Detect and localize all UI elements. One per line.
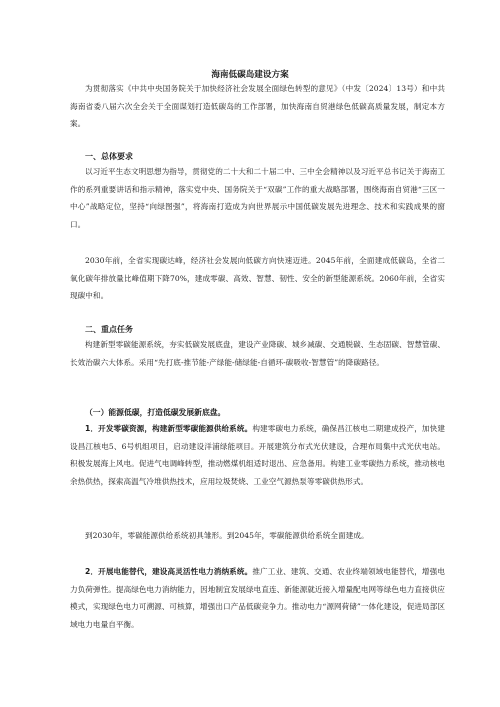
tasks-overview-paragraph: 构建新型零碳能源系统，夯实低碳发展底盘，建设产业降碳、城乡减碳、交通脱碳、生态固碳、智慧管碳、长效治碳六大体系。采用“先打底-推节能-产绿能-储绿能-自循环-碳吸收-智慧管”的降碳路径。 xyxy=(70,340,445,367)
item-1-paragraph xyxy=(70,420,445,490)
item-2-body: 推广工业、建筑、交通、农业终端领域电能替代，增强电力负荷弹性。提高绿色电力消纳能力，因地制宜发展绿电直连、新能源就近接入增量配电网等绿色电力直接供应模式，实现绿色电力可溯源、可核算，增强出口产品低碳竞争力。推动电力“源网荷储”一体化建设，促进局部区域电力电量自平衡。 xyxy=(70,567,445,629)
item-2-paragraph xyxy=(70,563,445,633)
item-1-targets: 到2030年，零碳能源供给系统初具雏形。到2045年，零碳能源供给系统全面建成。 xyxy=(85,531,369,540)
item-2-lead: 2．开展电能替代，建设高灵活性电力消纳系统。 xyxy=(85,567,253,576)
intro-paragraph: 为贯彻落实《中共中央国务院关于加快经济社会发展全面绿色转型的意见》（中发〔2024〕13号）和中共海南省委八届六次全会关于全面谋划打造低碳岛的工作部署，加快海南自贸港绿色低碳高质量发展，制定本方案。 xyxy=(70,84,445,129)
general-requirements-paragraph: 以习近平生态文明思想为指导，贯彻党的二十大和二十届二中、三中全会精神以及习近平总书记关于海南工作的系列重要讲话和指示精神，落实党中央、国务院关于“双碳”工作的重大战略部署，围绕海南自贸港“三区一中心”战略定位，坚持“向绿图强”，将海南打造成为向世界展示中国低碳发展先进理念、技术和实践成果的窗口。 xyxy=(70,167,445,229)
document-title: 海南低碳岛建设方案 xyxy=(211,70,289,80)
section-heading-general: 一、总体要求 xyxy=(85,152,133,161)
section-heading-tasks: 二、重点任务 xyxy=(85,325,133,334)
subsection-heading-energy: （一）能源低碳，打造低碳发展新底盘。 xyxy=(85,408,226,417)
item-1-body: 构建零碳电力系统，确保昌江核电二期建成投产，加快建设昌江核电5、6号机组项目，启动建设洋浦绿能项目。开展建筑分布式光伏建设，合理布局集中式光伏电站。积极发展海上风电。促进气电调峰转型，推动燃煤机组适时退出、应急备用。构建工业零碳热力系统，推动核电余热供热，探索高温气冷堆供热技术，应用垃圾焚烧、工业空气源热泵等零碳供热形式。 xyxy=(70,424,445,486)
targets-paragraph: 2030年前，全省实现碳达峰，经济社会发展向低碳方向快速迈进。2045年前，全面建成低碳岛，全省二氧化碳年排放量比峰值期下降70%，建成零碳、高效、智慧、韧性、安全的新型能源系统。2060年前，全省实现碳中和。 xyxy=(70,256,445,301)
item-1-lead: 1．开发零碳资源，构建新型零碳能源供给系统。 xyxy=(85,424,253,433)
